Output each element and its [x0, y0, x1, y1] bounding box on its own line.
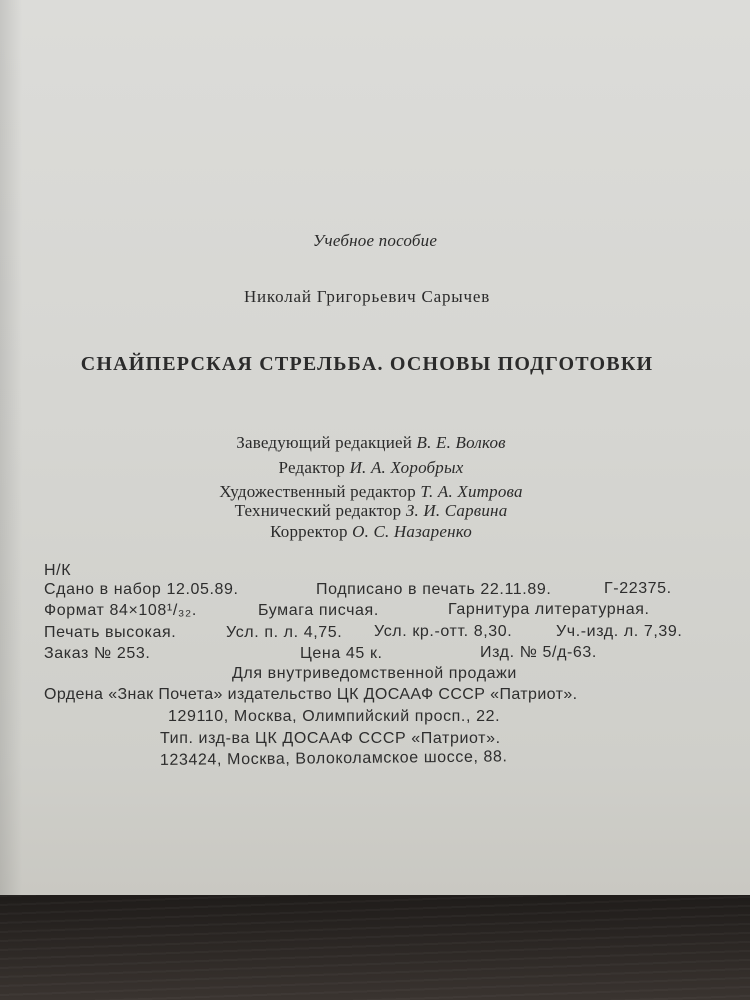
- credit-role: Корректор: [270, 522, 348, 541]
- publisher-address: 129110, Москва, Олимпийский просп., 22.: [168, 708, 501, 725]
- book-title: СНАЙПЕРСКАЯ СТРЕЛЬБА. ОСНОВЫ ПОДГОТОВКИ: [80, 353, 654, 375]
- printer-address: 123424, Москва, Волоколамское шоссе, 88.: [159, 748, 508, 769]
- imprint-code: Н/К: [44, 562, 72, 579]
- credit-role: Заведующий редакцией: [236, 433, 413, 452]
- imprint-cell: Печать высокая.: [44, 624, 177, 641]
- credit-name: В. Е. Волков: [416, 433, 506, 452]
- credit-line: [0, 502, 746, 519]
- imprint-cell: Бумага писчая.: [258, 602, 379, 619]
- credit-line: [0, 483, 746, 500]
- credit-role: Технический редактор: [234, 501, 402, 520]
- imprint-cell: Уч.-изд. л. 7,39.: [556, 623, 683, 640]
- credit-name: О. С. Назаренко: [352, 522, 472, 541]
- author-name: Николай Григорьевич Сарычев: [243, 287, 491, 306]
- credit-line: [0, 459, 746, 476]
- distribution-note: Для внутриведомственной продажи: [232, 665, 517, 682]
- book-type-label: Учебное пособие: [312, 231, 438, 250]
- imprint-cell: Подписано в печать 22.11.89.: [316, 581, 552, 598]
- printer-line: Тип. изд-ва ЦК ДОСААФ СССР «Патриот».: [160, 730, 501, 747]
- imprint-cell: Г-22375.: [604, 580, 672, 597]
- credit-role: Художественный редактор: [219, 482, 416, 501]
- credit-name: Т. А. Хитрова: [420, 482, 523, 501]
- imprint-cell: Заказ № 253.: [44, 645, 151, 662]
- credit-role: Редактор: [278, 458, 346, 477]
- imprint-cell: Усл. п. л. 4,75.: [226, 624, 343, 641]
- table-surface: [0, 895, 750, 1000]
- publisher-line: Ордена «Знак Почета» издательство ЦК ДОСААФ СССР «Патриот».: [44, 686, 578, 703]
- credit-line: [0, 523, 746, 540]
- credit-name: И. А. Хоробрых: [349, 458, 464, 477]
- imprint-cell: Гарнитура литературная.: [448, 601, 650, 618]
- imprint-cell: Усл. кр.-отт. 8,30.: [374, 623, 513, 640]
- credit-name: З. И. Сарвина: [405, 501, 508, 520]
- imprint-cell: Цена 45 к.: [300, 645, 383, 662]
- imprint-cell: Сдано в набор 12.05.89.: [44, 581, 239, 598]
- credit-line: [0, 434, 746, 451]
- imprint-cell: Формат 84×108¹/₃₂.: [44, 602, 197, 619]
- imprint-cell: Изд. № 5/д-63.: [480, 644, 597, 661]
